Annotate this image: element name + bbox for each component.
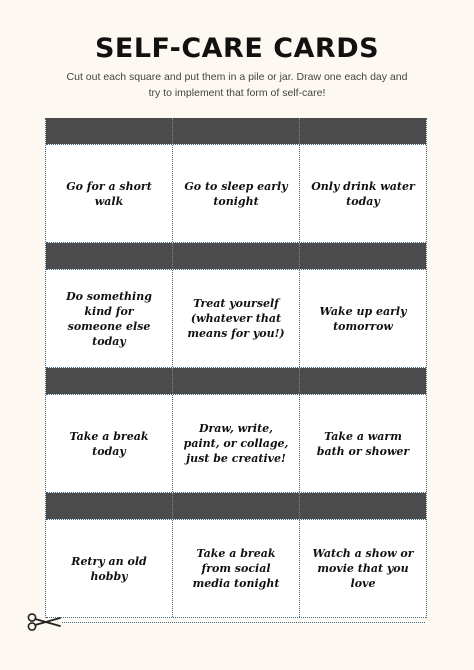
self-care-card <box>300 145 426 242</box>
scissors-icon <box>26 613 62 631</box>
card-row-4 <box>46 493 426 618</box>
header-cell <box>300 243 426 269</box>
self-care-card <box>173 395 300 492</box>
self-care-card <box>46 520 173 617</box>
card-row-3 <box>46 368 426 493</box>
cut-line <box>62 622 425 623</box>
card-text: Retry an old hobby <box>71 554 147 583</box>
card-row-cells <box>46 144 426 243</box>
header-cell <box>46 243 173 269</box>
self-care-card <box>300 395 426 492</box>
header-cell <box>300 368 426 394</box>
card-row-2 <box>46 243 426 368</box>
self-care-card <box>173 145 300 242</box>
card-text: Draw, write, paint, or collage, just be creative! <box>183 422 289 465</box>
self-care-card <box>300 520 426 617</box>
self-care-card <box>46 145 173 242</box>
row-header-bar <box>46 368 426 394</box>
header-cell <box>46 368 173 394</box>
row-header-bar <box>46 118 426 144</box>
card-row-cells <box>46 519 426 618</box>
card-text: Wake up early tomorrow <box>319 304 407 333</box>
row-header-bar <box>46 493 426 519</box>
card-text: Do something kind for someone else today <box>66 289 152 348</box>
card-text: Go to sleep early tonight <box>184 179 288 208</box>
card-text: Take a warm bath or shower <box>316 429 410 458</box>
card-text: Treat yourself (whatever that means for you!) <box>187 297 285 340</box>
card-text: Watch a show or movie that you love <box>312 547 414 590</box>
self-care-card <box>300 270 426 367</box>
header-cell <box>300 118 426 144</box>
card-row-cells <box>46 269 426 368</box>
card-text: Go for a short walk <box>66 179 152 208</box>
self-care-card <box>46 395 173 492</box>
header-cell <box>173 368 300 394</box>
header-cell <box>46 493 173 519</box>
self-care-card <box>173 520 300 617</box>
header-cell <box>173 243 300 269</box>
header-cell <box>46 118 173 144</box>
header-cell <box>300 493 426 519</box>
card-text: Take a break from social media tonight <box>192 547 280 590</box>
row-header-bar <box>46 243 426 269</box>
card-row-1 <box>46 118 426 243</box>
instructions-text: Cut out each square and put them in a pile or jar. Draw one each day and try to implement that form of self-care! <box>66 71 408 99</box>
card-grid <box>45 118 427 618</box>
self-care-card <box>46 270 173 367</box>
header-cell <box>173 493 300 519</box>
page-title: SELF-CARE CARDS <box>94 33 380 64</box>
self-care-card <box>173 270 300 367</box>
card-text: Take a break today <box>69 429 149 458</box>
card-text: Only drink water today <box>311 179 415 208</box>
header-cell <box>173 118 300 144</box>
card-row-cells <box>46 394 426 493</box>
